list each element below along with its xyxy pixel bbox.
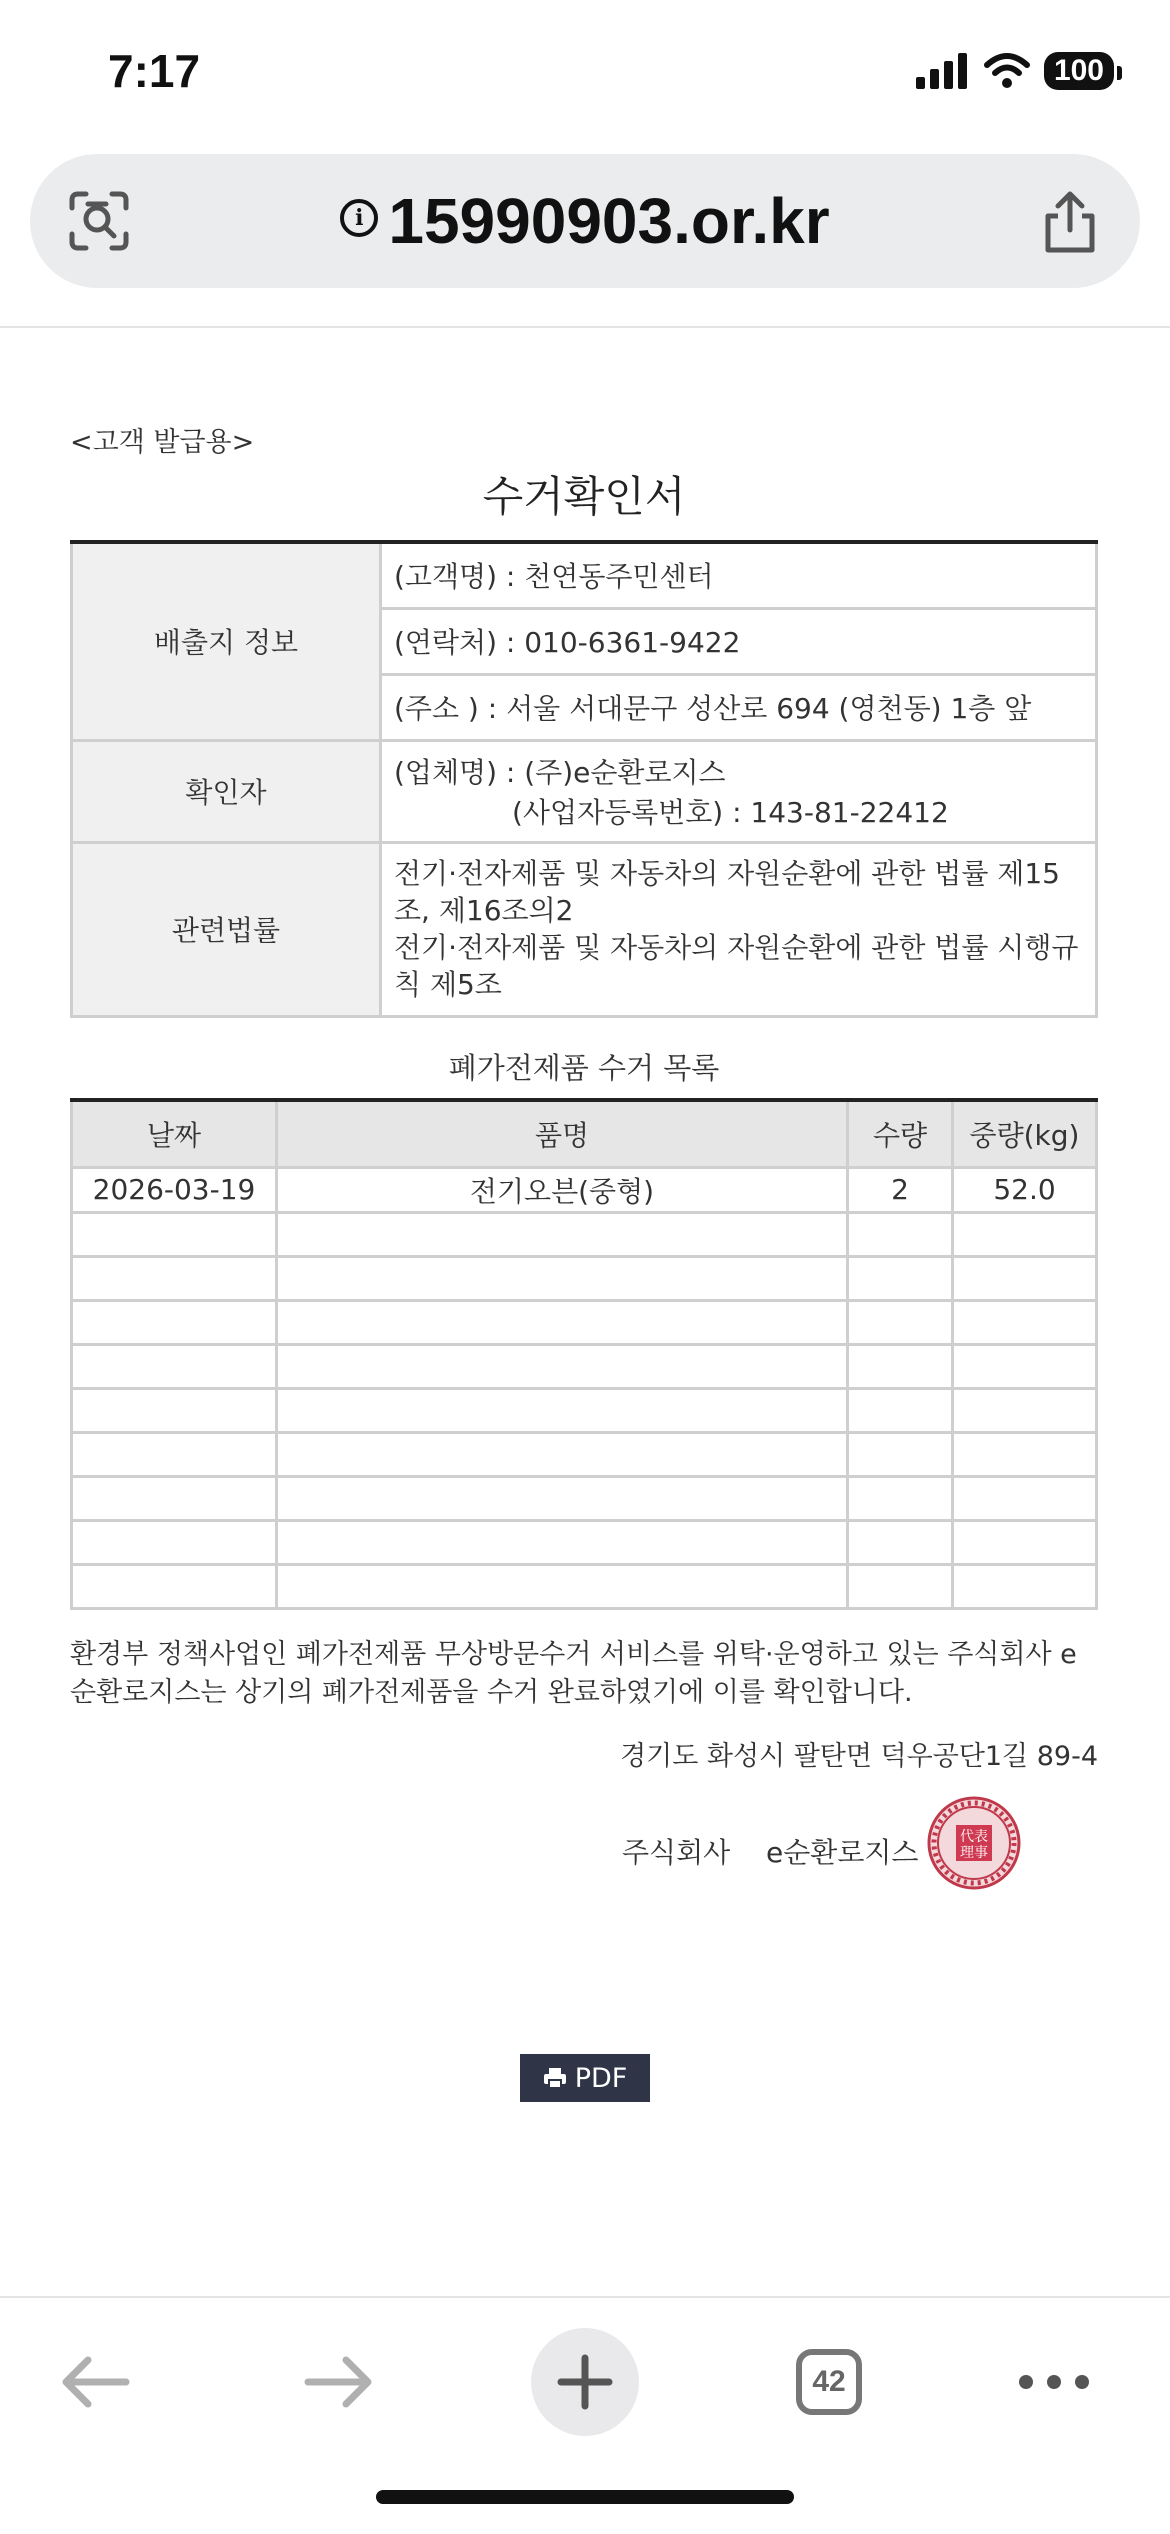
table-row [72, 1167, 1097, 1212]
row-item: 전기오븐(중형) [277, 1167, 848, 1212]
empty-row [72, 1520, 1097, 1564]
battery-indicator: 100 [1044, 52, 1114, 90]
status-icons [916, 52, 1114, 90]
contact-number: (연락처) : 010-6361-9422 [381, 608, 1097, 674]
business-number: (사업자등록번호) : 143-81-22412 [512, 796, 949, 829]
empty-row [72, 1432, 1097, 1476]
forward-button[interactable] [286, 2328, 394, 2436]
home-indicator[interactable] [376, 2490, 794, 2504]
pdf-button[interactable] [520, 2054, 650, 2102]
company-address: 경기도 화성시 팔탄면 덕우공단1길 89-4 [620, 1740, 1098, 1772]
empty-row [72, 1212, 1097, 1256]
share-icon[interactable] [1040, 190, 1100, 254]
company-signature [70, 1795, 1098, 1915]
arrow-left-icon [58, 2354, 130, 2410]
company-field: (업체명) : (주)e순환로지스 [394, 756, 726, 789]
collection-certificate [70, 420, 1098, 1915]
list-title: 폐가전제품 수거 목록 [448, 1050, 720, 1085]
new-tab-button[interactable] [531, 2328, 639, 2436]
company-seal-icon [926, 1795, 1022, 1891]
company-label: 주식회사 [622, 1835, 731, 1869]
printer-icon [543, 2067, 567, 2089]
back-button[interactable] [40, 2328, 148, 2436]
confirmation-statement: 환경부 정책사업인 폐가전제품 무상방문수거 서비스를 위탁·운영하고 있는 주식회사 e순환로지스는 상기의 폐가전제품을 수거 완료하였기에 이를 확인합니다. [70, 1638, 1077, 1708]
col-qty-header: 수량 [848, 1100, 953, 1168]
svg-text:理事: 理事 [960, 1844, 988, 1861]
row-date: 2026-03-19 [72, 1167, 277, 1212]
pdf-button-label: PDF [574, 2062, 628, 2094]
law-2: 전기·전자제품 및 자동차의 자원순환에 관한 법률 시행규칙 제5조 [394, 931, 1079, 1001]
origin-header: 배출지 정보 [72, 542, 381, 740]
toolbar-divider [0, 326, 1170, 328]
arrow-right-icon [304, 2354, 376, 2410]
info-table [70, 540, 1098, 1018]
issue-label: <고객 발급용> [70, 427, 255, 458]
address-bar[interactable] [30, 154, 1140, 288]
origin-address: (주소 ) : 서울 서대문구 성산로 694 (영천동) 1층 앞 [381, 674, 1097, 740]
document-title: 수거확인서 [482, 472, 686, 521]
signal-icon [916, 53, 970, 89]
info-icon[interactable]: i [340, 199, 378, 237]
more-icon [1018, 2374, 1090, 2390]
collection-list-table [70, 1098, 1098, 1610]
law-text [381, 842, 1097, 1016]
url-display[interactable] [30, 184, 1140, 258]
empty-row [72, 1476, 1097, 1520]
status-bar [0, 0, 1170, 140]
tabs-button[interactable] [775, 2328, 883, 2436]
url-text: 15990903.or.kr [388, 185, 830, 257]
col-weight-header: 중량(kg) [953, 1100, 1097, 1168]
confirmer-info [381, 740, 1097, 842]
col-date-header: 날짜 [72, 1100, 277, 1168]
confirmer-header: 확인자 [72, 740, 381, 842]
plus-icon [557, 2354, 613, 2410]
wifi-icon [984, 53, 1030, 89]
empty-row [72, 1344, 1097, 1388]
row-weight: 52.0 [953, 1167, 1097, 1212]
empty-row [72, 1564, 1097, 1608]
company-name: e순환로지스 [766, 1835, 919, 1869]
empty-row [72, 1388, 1097, 1432]
more-button[interactable] [1000, 2328, 1108, 2436]
customer-name: (고객명) : 천연동주민센터 [381, 542, 1097, 608]
law-1: 전기·전자제품 및 자동차의 자원순환에 관한 법률 제15조, 제16조의2 [394, 857, 1060, 927]
row-qty: 2 [848, 1167, 953, 1212]
svg-text:代表: 代表 [960, 1828, 988, 1845]
tab-count: 42 [796, 2349, 862, 2415]
empty-row [72, 1256, 1097, 1300]
status-time: 7:17 [108, 45, 201, 97]
col-item-header: 품명 [277, 1100, 848, 1168]
empty-row [72, 1300, 1097, 1344]
law-header: 관련법률 [72, 842, 381, 1016]
